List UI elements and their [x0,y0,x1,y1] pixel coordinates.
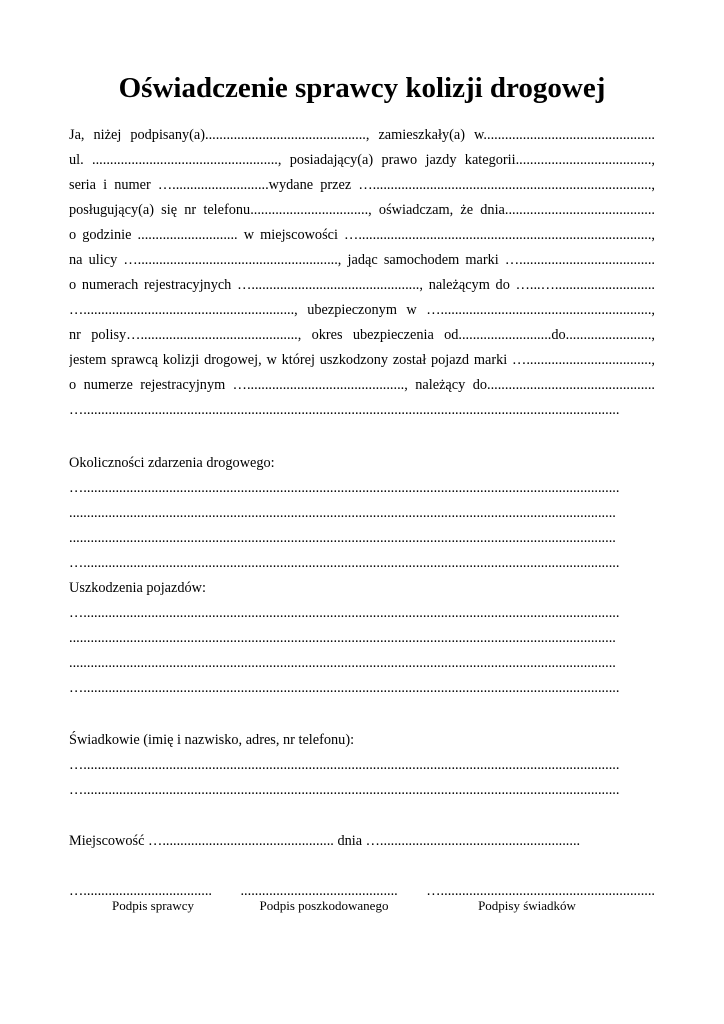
witnesses-heading: Świadkowie (imię i nazwisko, adres, nr telefonu): [69,732,355,748]
damages-line-4: …...................................................................................................................................................... [69,680,620,696]
circumstances-line-3: ......................................................................................................................................................... [69,530,616,546]
witnesses-line-1: …...................................................................................................................................................... [69,757,620,773]
damages-line-2: ......................................................................................................................................................... [69,630,616,646]
statement-line-4: posługujący(a) się nr telefonu................................., oświadczam, że dnia.......................................... [69,202,655,218]
statement-line-6: na ulicy …........................................................, jadąc samochodem marki …...................................... [69,252,655,268]
signature-label-perpetrator: Podpis sprawcy [112,898,194,913]
signature-label-injured: Podpis poszkodowanego [259,898,389,913]
damages-line-1: …...................................................................................................................................................... [69,605,620,621]
statement-line-8: …..........................................................., ubezpieczonym w …..........................................................., [69,302,655,318]
statement-line-12: …...................................................................................................................................................... [69,402,620,418]
circumstances-line-1: …...................................................................................................................................................... [69,480,620,496]
signature-label-witnesses: Podpisy świadków [478,898,576,913]
statement-line-7: o numerach rejestracyjnych …..............................................., należącym do …...…............................ [69,277,655,293]
statement-line-2: ul. ...................................................., posiadający(a) prawo jazdy kategorii......................................, [69,152,655,168]
statement-line-11: o numerze rejestracyjnym …............................................, należący do............................................... [69,377,655,393]
statement-line-3: seria i numer …...........................wydane przez ….............................................................................., [69,177,655,193]
damages-heading: Uszkodzenia pojazdów: [69,580,206,596]
document-title: Oświadczenie sprawcy kolizji drogowej [118,72,606,104]
signature-dots-line: ….................................... ............................................ …............................................................ [69,883,655,899]
statement-line-9: nr polisy…............................................, okres ubezpieczenia od..........................do........................, [69,327,655,343]
circumstances-line-2: ......................................................................................................................................................... [69,505,616,521]
statement-line-10: jestem sprawcą kolizji drogowej, w której uszkodzony został pojazd marki …..................................., [69,352,655,368]
statement-line-1: Ja, niżej podpisany(a)............................................., zamieszkały(a) w................................................ [69,127,655,143]
witnesses-line-2: …...................................................................................................................................................... [69,782,620,798]
statement-line-5: o godzinie ............................ w miejscowości ….................................................................................., [69,227,655,243]
place-date-line: Miejscowość …................................................ dnia …........................................................ [69,833,581,849]
circumstances-heading: Okoliczności zdarzenia drogowego: [69,455,275,471]
damages-line-3: ......................................................................................................................................................... [69,655,616,671]
circumstances-line-4: …...................................................................................................................................................... [69,555,620,571]
